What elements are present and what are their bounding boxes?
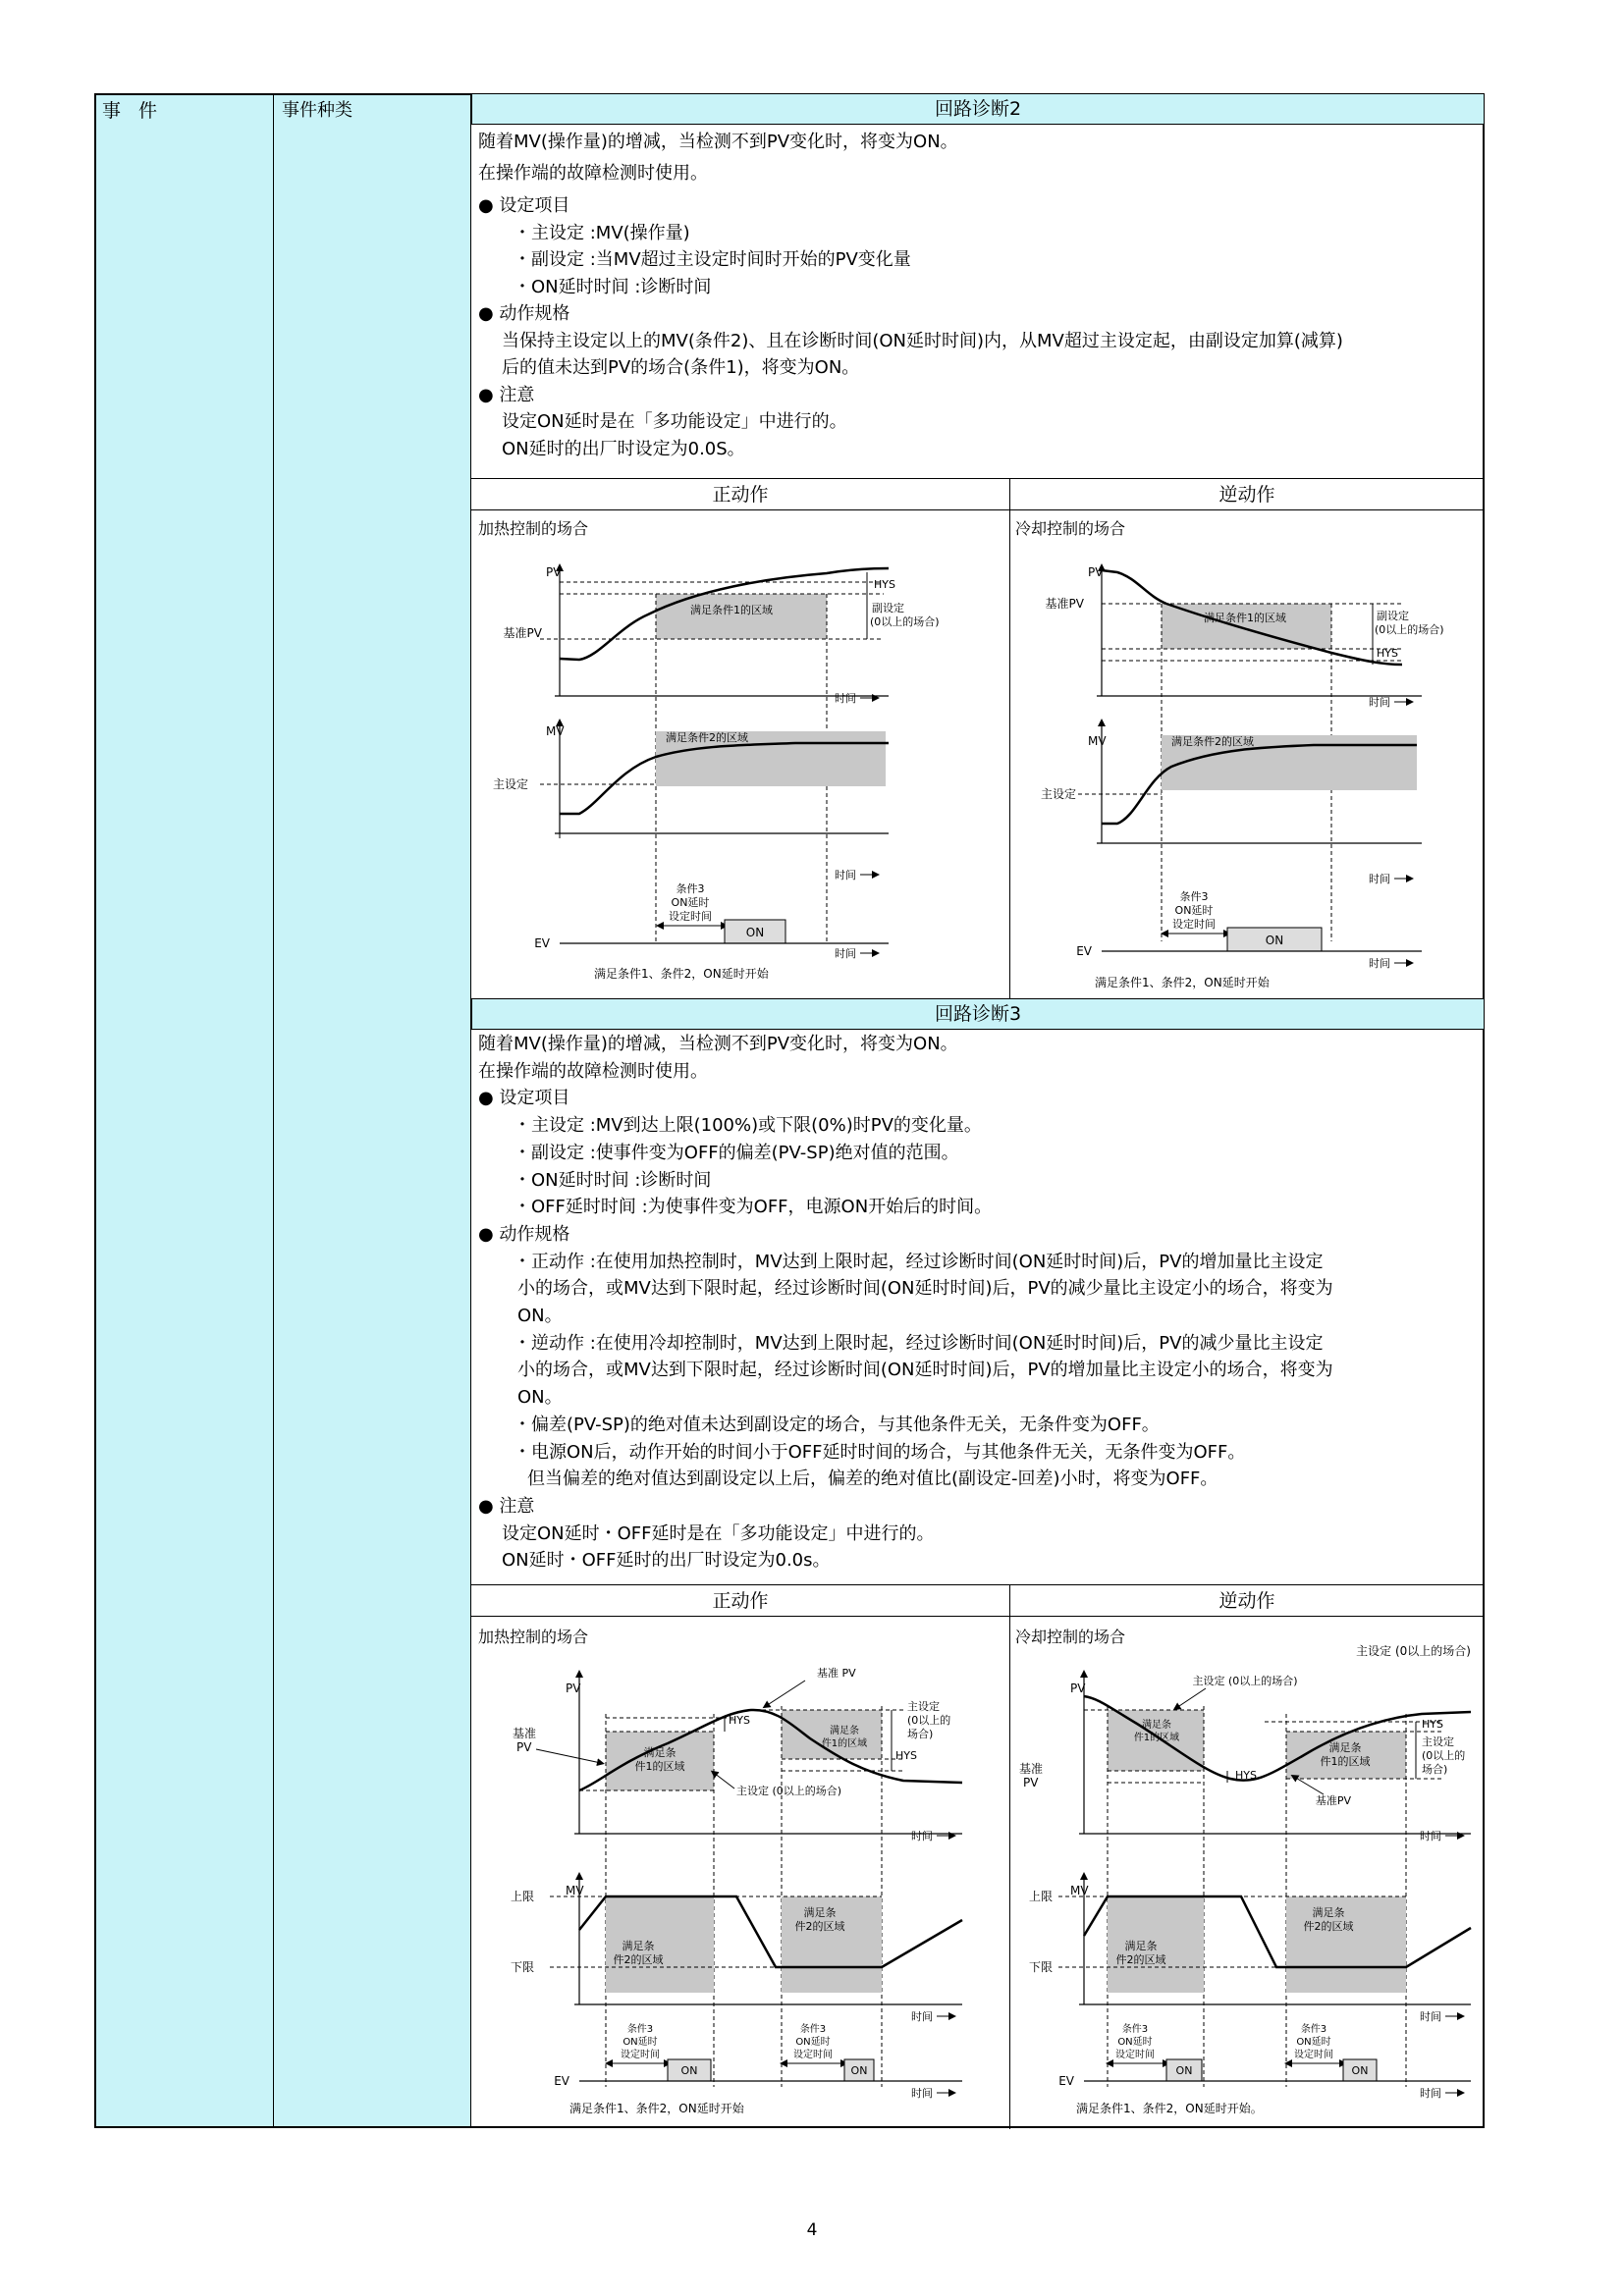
top-note: 主设定 (0以上的场合) — [1356, 1644, 1471, 1658]
hys-label-2: HYS — [895, 1749, 917, 1762]
mv-label: MV — [1070, 1884, 1089, 1897]
zone2b-l1: 满足条 — [1312, 1906, 1345, 1919]
time-label: 时间 — [911, 1830, 933, 1842]
col2-header: 事件种类 — [282, 100, 352, 121]
zone2-l1: 满足条 — [622, 1940, 655, 1952]
zone2b-l2: 件2的区域 — [1303, 1920, 1354, 1933]
s1-right-diagram — [1009, 509, 1485, 998]
time-label-3: 时间 — [911, 2087, 933, 2100]
zone2b-l1: 满足条 — [803, 1906, 837, 1919]
col1-header: 事 件 — [102, 100, 164, 122]
on-delay-b: ON延时 — [795, 2037, 831, 2048]
time-label-3: 时间 — [1369, 957, 1390, 970]
lower-label: 下限 — [510, 1960, 534, 1974]
caption: 满足条件1、条件2，ON延时开始 — [594, 967, 769, 981]
s1-right-svg — [1009, 509, 1485, 998]
s2-line: ● 注意 — [478, 1495, 535, 1517]
s2-line: 随着MV(操作量)的增减，当检测不到PV变化时，将变为ON。 — [478, 1034, 958, 1054]
zone1-l2: 件1的区域 — [1133, 1733, 1180, 1743]
set-time-label: 设定时间 — [1172, 918, 1216, 931]
time-label-2: 时间 — [1420, 2010, 1441, 2023]
hys-label-2: HYS — [1422, 1718, 1443, 1731]
caption: 满足条件1、条件2，ON延时开始 — [569, 2102, 744, 2115]
zone1b-l1: 满足条 — [830, 1726, 859, 1736]
main-set-l1: 主设定 — [907, 1700, 940, 1713]
on-delay-a: ON延时 — [1117, 2037, 1153, 2048]
main-set-label: 主设定 — [492, 777, 528, 791]
lower-label: 下限 — [1028, 1960, 1053, 1974]
on-label-a: ON — [680, 2064, 698, 2077]
s2-line: ・偏差(PV-SP)的绝对值未达到副设定的场合，与其他条件无关，无条件变为OFF。 — [514, 1414, 1160, 1435]
set-time-a: 设定时间 — [621, 2050, 660, 2060]
s2-left-title: 加热控制的场合 — [478, 1628, 589, 1646]
s2-forward-label: 正动作 — [471, 1585, 1009, 1617]
s2-line: ・OFF延时时间 :为使事件变为OFF，电源ON开始后的时间。 — [514, 1197, 993, 1218]
on-label: ON — [1265, 934, 1284, 947]
on-delay-label: ON延时 — [1174, 904, 1214, 917]
s1-line: 后的值未达到PV的场合(条件1)，将变为ON。 — [502, 357, 860, 378]
section1-body — [478, 129, 1343, 462]
s1-reverse-label: 逆动作 — [1009, 479, 1485, 510]
s2-line: ● 设定项目 — [478, 1088, 570, 1109]
base-pv-top: 基准 PV — [817, 1667, 856, 1680]
base-pv-label: 基准PV — [503, 626, 542, 640]
time-label-2: 时间 — [911, 2010, 933, 2023]
section2-title: 回路诊断3 — [471, 998, 1485, 1030]
s2-line: 但当偏差的绝对值达到副设定以上后，偏差的绝对值比(副设定-回差)小时，将变为OFF。 — [527, 1468, 1218, 1490]
s2-line: ON延时・OFF延时的出厂时设定为0.0s。 — [502, 1550, 831, 1572]
cond3-a: 条件3 — [626, 2024, 654, 2035]
cond3-b: 条件3 — [799, 2024, 827, 2035]
main-set-mid: 主设定 (0以上的场合) — [1192, 1675, 1298, 1687]
base-pv-label: 基准PV — [1045, 597, 1084, 611]
s2-right-title: 冷却控制的场合 — [1015, 1628, 1126, 1646]
s2-line: ・逆动作 :在使用冷却控制时，MV达到上限时起，经过诊断时间(ON延时时间)后，PV的减少量比主设定 — [514, 1332, 1324, 1354]
caption: 满足条件1、条件2，ON延时开始。 — [1076, 2102, 1263, 2115]
on-label-b: ON — [1351, 2064, 1369, 2077]
set-time-b: 设定时间 — [793, 2050, 833, 2060]
on-label-b: ON — [850, 2064, 868, 2077]
s1-line: ON延时的出厂时设定为0.0S。 — [502, 438, 745, 459]
hys-label: HYS — [874, 578, 895, 591]
main-set-l3: 场合) — [907, 1728, 934, 1740]
main-set-bottom: 主设定 (0以上的场合) — [736, 1785, 842, 1797]
set-time-a: 设定时间 — [1115, 2050, 1155, 2060]
s1-line: ・副设定 :当MV超过主设定时间时开始的PV变化量 — [514, 249, 911, 270]
s2-reverse-label: 逆动作 — [1009, 1585, 1485, 1617]
ev-label: EV — [1058, 2074, 1074, 2088]
s1-left-diagram — [471, 509, 1009, 998]
on-delay-b: ON延时 — [1296, 2037, 1331, 2048]
mv-label: MV — [1088, 734, 1107, 748]
zone2-l1: 满足条 — [1124, 1940, 1158, 1952]
base-pv-l1: 基准 — [1019, 1762, 1044, 1776]
set-time-b: 设定时间 — [1294, 2050, 1333, 2060]
zone1b-l2: 件1的区域 — [1320, 1755, 1371, 1768]
ev-label: EV — [554, 2074, 569, 2088]
main-set-l1: 主设定 — [1422, 1735, 1454, 1748]
main-set-l2: (0以上的 — [907, 1714, 951, 1727]
section2-body — [478, 1031, 1333, 1575]
s1-line: 在操作端的故障检测时使用。 — [478, 162, 708, 184]
zone2-label: 满足条件2的区域 — [1171, 735, 1254, 748]
s2-left-svg — [471, 1616, 1009, 2126]
zone2-l2: 件2的区域 — [1115, 1953, 1166, 1966]
s1-left-svg — [471, 509, 1009, 998]
base-pv-l2: PV — [1023, 1776, 1039, 1789]
caption: 满足条件1、条件2，ON延时开始 — [1095, 976, 1270, 989]
time-label-2: 时间 — [835, 869, 856, 881]
base-pv-l2: PV — [516, 1740, 532, 1754]
cond3-label: 条件3 — [1179, 890, 1209, 903]
upper-label: 上限 — [1028, 1890, 1053, 1903]
mv-label: MV — [546, 724, 565, 738]
hys-label: HYS — [1377, 647, 1398, 660]
s2-line: ・正动作 :在使用加热控制时，MV达到上限时起，经过诊断时间(ON延时时间)后，PV的增加量比主设定 — [514, 1251, 1324, 1272]
zone1b-l1: 满足条 — [1328, 1741, 1362, 1754]
base-pv-bottom: 基准PV — [1315, 1794, 1352, 1807]
pv-label: PV — [546, 565, 562, 579]
sub-set-label: 副设定 — [1377, 610, 1409, 622]
s2-line: ・ON延时时间 :诊断时间 — [514, 1169, 712, 1191]
s2-line: 小的场合，或MV达到下限时起，经过诊断时间(ON延时时间)后，PV的减少量比主设定小的场合，将变为 — [517, 1278, 1333, 1300]
base-pv-l1: 基准 — [513, 1727, 537, 1740]
s1-left-title: 加热控制的场合 — [478, 519, 589, 538]
s2-line: ON。 — [517, 1306, 563, 1327]
ev-label: EV — [1076, 944, 1092, 958]
s2-line: ・电源ON后，动作开始的时间小于OFF延时时间的场合，与其他条件无关，无条件变为OFF。 — [514, 1441, 1246, 1463]
time-label-3: 时间 — [835, 947, 856, 960]
pv-label: PV — [1088, 565, 1104, 579]
section1-title: 回路诊断2 — [471, 93, 1485, 125]
cond3-a: 条件3 — [1121, 2024, 1149, 2035]
s1-line: ・ON延时时间 :诊断时间 — [514, 276, 712, 297]
zone1-l2: 件1的区域 — [634, 1760, 685, 1773]
s2-line: 设定ON延时・OFF延时是在「多功能设定」中进行的。 — [502, 1522, 935, 1544]
upper-label: 上限 — [510, 1890, 534, 1903]
time-label: 时间 — [835, 692, 856, 705]
hys-label: HYS — [729, 1714, 750, 1727]
s1-line: ● 动作规格 — [478, 303, 570, 324]
s1-right-title: 冷却控制的场合 — [1015, 519, 1126, 538]
sub-set-note: (0以上的场合) — [870, 615, 940, 628]
s2-line: 在操作端的故障检测时使用。 — [478, 1060, 708, 1082]
zone2-l2: 件2的区域 — [613, 1953, 664, 1966]
time-label: 时间 — [1369, 696, 1390, 709]
zone2b-l2: 件2的区域 — [794, 1920, 845, 1933]
ev-label: EV — [534, 936, 550, 950]
zone1-label: 满足条件1的区域 — [690, 604, 773, 616]
hys-label: HYS — [1235, 1769, 1257, 1782]
zone2-label: 满足条件2的区域 — [666, 731, 748, 744]
s1-line: 当保持主设定以上的MV(条件2)、且在诊断时间(ON延时时间)内，从MV超过主设定起，由副设定加算(减算) — [502, 330, 1343, 351]
set-time-label: 设定时间 — [669, 910, 712, 923]
s1-line: ・主设定 :MV(操作量) — [514, 222, 690, 243]
on-delay-label: ON延时 — [671, 896, 710, 909]
mv-label: MV — [566, 1884, 584, 1897]
s2-line: ● 动作规格 — [478, 1223, 570, 1245]
zone1-l1: 满足条 — [1142, 1720, 1171, 1731]
s1-line: 设定ON延时是在「多功能设定」中进行的。 — [502, 411, 847, 432]
s2-right-svg — [1009, 1616, 1485, 2126]
main-set-l2: (0以上的 — [1422, 1749, 1466, 1762]
s2-line: ・副设定 :使事件变为OFF的偏差(PV-SP)绝对值的范围。 — [514, 1142, 959, 1163]
main-set-label: 主设定 — [1040, 787, 1076, 801]
s2-right-diagram — [1009, 1616, 1485, 2126]
pv-label: PV — [566, 1682, 581, 1695]
s2-line: ・主设定 :MV到达上限(100%)或下限(0%)时PV的变化量。 — [514, 1115, 982, 1137]
on-label-a: ON — [1175, 2064, 1193, 2077]
main-set-l3: 场合) — [1422, 1763, 1448, 1776]
zone1-l1: 满足条 — [643, 1746, 677, 1759]
s1-forward-label: 正动作 — [471, 479, 1009, 510]
cond3-b: 条件3 — [1300, 2024, 1327, 2035]
time-label-2: 时间 — [1369, 873, 1390, 885]
s2-left-diagram — [471, 1616, 1009, 2126]
time-label-3: 时间 — [1420, 2087, 1441, 2100]
s1-line: ● 设定项目 — [478, 195, 570, 216]
page-number: 4 — [806, 2220, 818, 2240]
zone1b-l2: 件1的区域 — [821, 1738, 868, 1749]
on-label: ON — [745, 926, 765, 939]
zone1-label: 满足条件1的区域 — [1204, 612, 1286, 624]
s2-line: ON。 — [517, 1387, 563, 1409]
pv-label: PV — [1070, 1682, 1086, 1695]
sub-set-label: 副设定 — [872, 602, 904, 614]
s1-line: 随着MV(操作量)的增减，当检测不到PV变化时，将变为ON。 — [478, 132, 958, 152]
cond3-label: 条件3 — [676, 882, 705, 895]
on-delay-a: ON延时 — [623, 2037, 658, 2048]
s2-line: 小的场合，或MV达到下限时起，经过诊断时间(ON延时时间)后，PV的增加量比主设定小的场合，将变为 — [517, 1360, 1333, 1381]
time-label: 时间 — [1420, 1830, 1441, 1842]
s1-line: ● 注意 — [478, 384, 535, 405]
sub-set-note: (0以上的场合) — [1375, 623, 1444, 636]
